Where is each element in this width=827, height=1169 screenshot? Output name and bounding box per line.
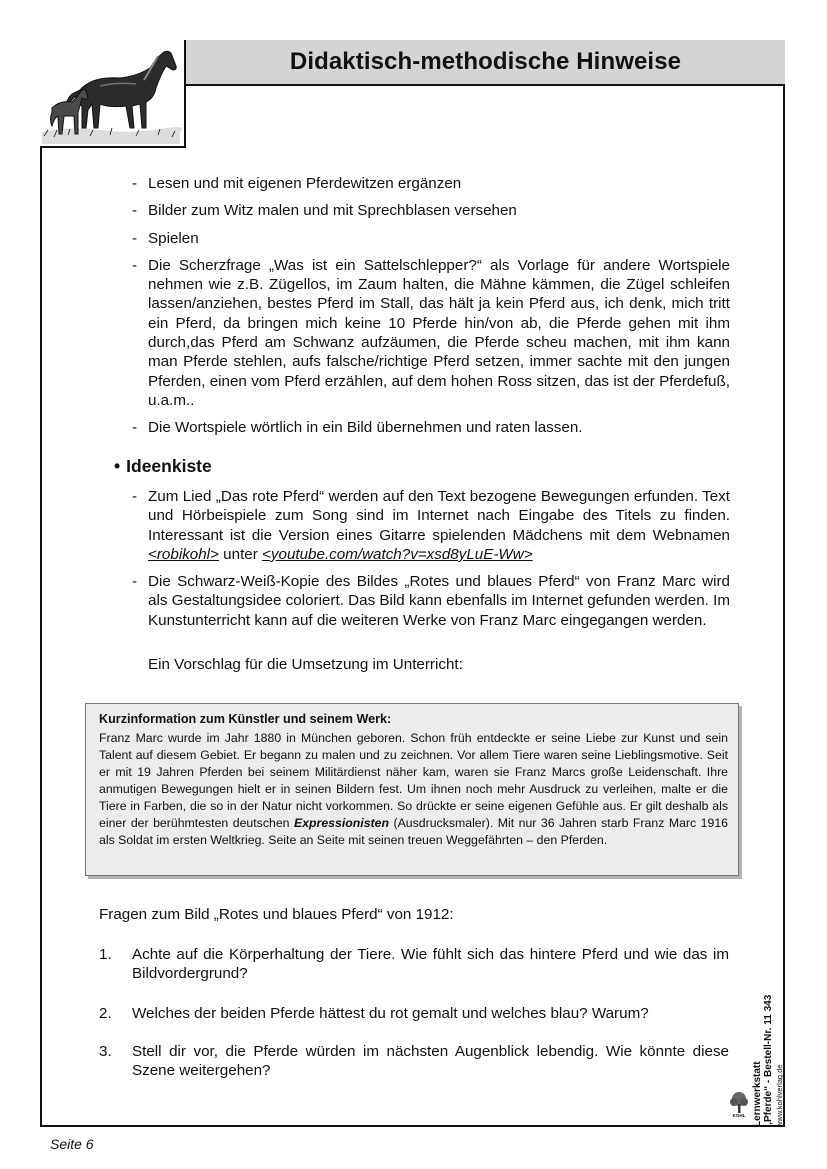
list-item: - Bilder zum Witz malen und mit Sprechblasen versehen — [132, 202, 517, 220]
horse-and-foal-icon — [40, 40, 186, 148]
youtube-link[interactable]: <youtube.com/watch?v=xsd8yLuE-Ww> — [262, 545, 533, 563]
webname-link[interactable]: <robikohl> — [148, 545, 219, 563]
list-item: - Zum Lied „Das rote Pferd“ werden auf den Text bezogene Bewegungen erfunden. Text und Hörbeispiele zum Song sind im Internet nach Eingabe des Titels zu finden. Interessant ist die Version eines Gitarre spielenden Mädchens mit dem Webnamen <robikohl> unter <youtube.com/watch?v=xsd8yLuE-Ww> — [132, 488, 730, 563]
question-list — [99, 945, 729, 1080]
svg-text:KOHL: KOHL — [732, 1113, 746, 1118]
order-number: „Pferde“ - Bestell-Nr. 11 343 — [763, 994, 774, 1127]
list-item: - Die Wortspiele wörtlich in ein Bild übernehmen und raten lassen. — [132, 419, 583, 437]
list-item: - Lesen und mit eigenen Pferdewitzen ergänzen — [132, 175, 462, 192]
publisher-imprint — [752, 887, 782, 1127]
question-item: 3. Stell dir vor, die Pferde würden im nächsten Augenblick lebendig. Wie könnte diese Szene weitergehen? — [99, 1042, 729, 1080]
page-number: Seite 6 — [50, 1136, 94, 1152]
questions-intro: Fragen zum Bild „Rotes und blaues Pferd“ von 1912: — [99, 906, 454, 923]
title-bar — [186, 40, 785, 86]
list-item: - Die Scherzfrage „Was ist ein Sattelschlepper?“ als Vorlage für andere Wortspiele nehmen wie z.B. Zügellos, im Zaum halten, die Mähne kämmen, die Zügel schleifen lassen/anziehen, bestes Pferd im Stall, das hält ja kein Pferd aus, ich denk, mich tritt ein Pferd, da bringen mich keine 10 Pferde hin/von ab, die Pferde gehen mit ihm durch,das Pferd am Schwanz aufzäumen, die Pferde scheu machen, mit ihm kann man Pferde stehlen, aufs falsche/richtige Pferd setzen, immer sachte mit den jungen Pferden, einen vom Pferd erzählen, auf dem hohen Ross sitzen, das ist der Pferdefuß, u.a.m.. — [132, 256, 730, 409]
publisher-sidebar — [752, 887, 782, 1127]
list-item: - Spielen — [132, 229, 199, 247]
list-item: - Die Schwarz-Weiß-Kopie des Bildes „Rotes und blaues Pferd“ von Franz Marc wird als Gestaltungsidee coloriert. Das Bild kann ebenfalls im Internet gefunden werden. Im Kunstunterricht kann auf die weiteren Werke von Franz Marc eingegangen werden. — [132, 573, 730, 629]
question-item: 2. Welches der beiden Pferde hättest du rot gemalt und welches blau? Warum? — [99, 1004, 649, 1022]
publisher-url: www.kohlverlag.de — [775, 1064, 784, 1127]
tree-logo-icon — [728, 1090, 750, 1118]
proposal-text: Ein Vorschlag für die Umsetzung im Unterricht: — [148, 656, 463, 673]
activity-list — [130, 174, 730, 438]
section-heading-ideenkiste: • Ideenkiste — [114, 456, 212, 476]
question-item: 1. Achte auf die Körperhaltung der Tiere. Wie fühlt sich das hintere Pferd und wie das im Bildvordergrund? — [99, 946, 729, 983]
info-box-title: Kurzinformation zum Künstler und seinem Werk: — [99, 712, 392, 726]
bullet-icon: • — [114, 456, 121, 476]
info-box-text: Franz Marc wurde im Jahr 1880 in München geboren. Schon früh entdeckte er seine Liebe zur Kunst und sein Talent auf diesem Gebiet. Er begann zu malen und zu zeichnen. Vor allem Tiere waren seine Lieblingsmotive. Seit er mit 19 Jahren Pferden bei seinem Militärdienst näher kam, waren sie Franz Marcs große Leidenschaft. Ihre anmutigen Bewegungen hielt er in seinen Bildern fest. Um ihnen noch mehr Ausdruck zu verleihen, malte er die Tiere in Farben, die so in der Natur nicht vorkommen. So drückte er seine eigenen Gefühle aus. Er gilt deshalb als einer der berühmtesten deutschen Expressionisten (Ausdrucksmaler). Mit nur 36 Jahren starb Franz Marc 1916 als Soldat im ersten Weltkrieg. Seite an Seite mit seinen treuen Weggefährten – den Pferden. — [99, 731, 728, 847]
artist-info-box — [85, 703, 739, 876]
series-name: Lernwerkstatt — [752, 1061, 763, 1127]
page-title: Didaktisch-methodische Hinweise — [289, 48, 682, 75]
ideenkiste-list — [130, 487, 730, 630]
